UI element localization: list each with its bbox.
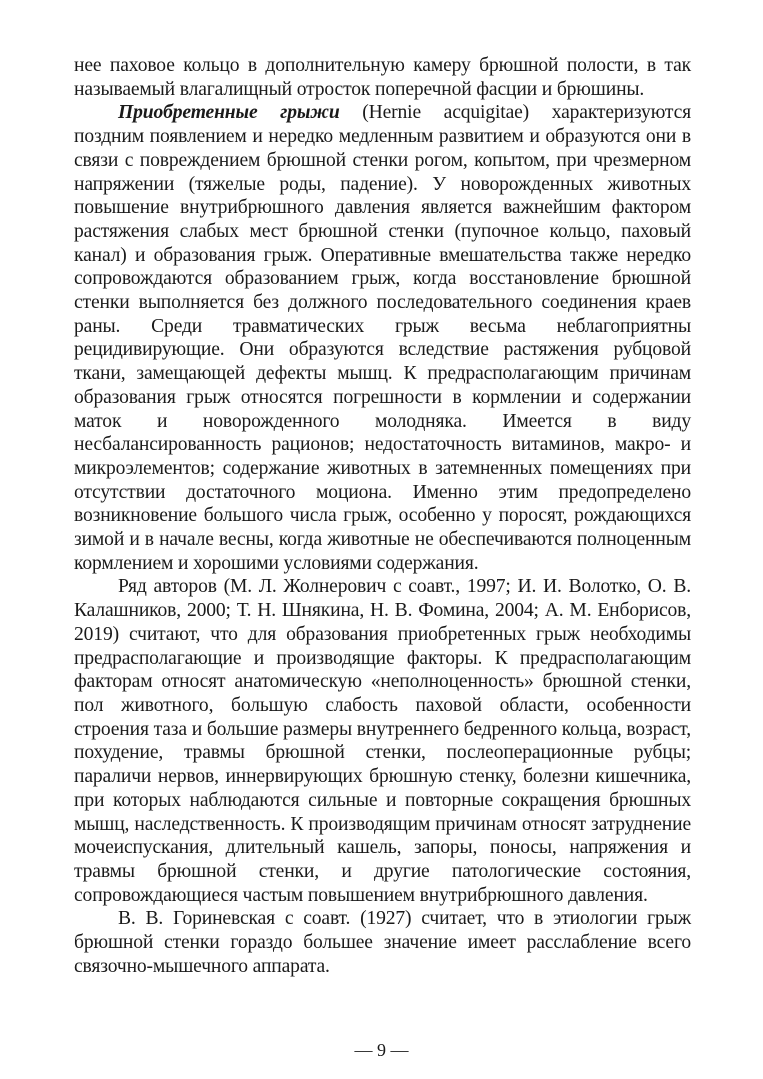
paragraph-authors: Ряд авторов (М. Л. Жолнерович с соавт., 1997; И. И. Волотко, О. В. Калашников, 2000; Т. Н. Шнякина, Н. В. Фомина, 2004; А. М. Енборисов, 2019) считают, что для образования приобретенных грыж необходимы предрасполагающие и производящие факторы. К предрасполагающим факторам относят анатомическую «неполноценность» брюшной стенки, пол животного, большую слабость паховой области, особенности строения таза и большие размеры внутреннего бедренного кольца, возраст, похудение, травмы брюшной стенки, послеоперационные рубцы; параличи нервов, иннервирующих брюшную стенку, болезни кишечника, при которых наблюдаются сильные и повторные сокращения брюшных мышц, наследственность. К производящим причинам относят затруднение мочеиспускания, длительный кашель, запоры, поносы, напряжения и травмы брюшной стенки, и другие патологические состояния, сопровождающиеся частым повышением внутрибрюшного давления.	[74, 576, 691, 906]
term-acquired-hernias: Приобретенные грыжи	[118, 102, 340, 124]
paragraph-acquired-hernias-text: (Hernie acquigitae) характеризуются поздним появлением и нередко медленным развитием и образуются они в связи с повреждением брюшной стенки рогом, копытом, при чрезмерном напряжении (тяжелые роды, падение). У новорожденных животных повышение внутрибрюшного давления является важнейшим фактором растяжения слабых мест брюшной стенки (пупочное кольцо, паховый канал) и образования грыж. Оперативные вмешательства также нередко сопровождаются образованием грыж, когда восстановление брюшной стенки выполняется без должного последовательного соединения краев раны. Среди травматических грыж весьма неблагоприятны рецидивирующие. Они образуются вследствие растяжения рубцовой ткани, замещающей дефекты мышц. К предрасполагающим причинам образования грыж относятся погрешности в кормлении и содержании маток и новорожденного молодняка. Имеется в виду несбалансированность рационов; недостаточность витаминов, макро- и микроэлементов; содержание животных в затемненных помещениях при отсутствии достаточного моциона. Именно этим предопределено возникновение большого числа грыж, особенно у поросят, рождающихся зимой и в начале весны, когда животные не обеспечиваются полноценным кормлением и хорошими условиями содержания.	[74, 102, 691, 574]
paragraph-acquired-hernias	[74, 101, 691, 575]
paragraph-gorinevskaya: В. В. Гориневская с соавт. (1927) считает, что в этиологии грыж брюшной стенки гораздо большее значение имеет расслабление всего связочно-мышечного аппарата.	[74, 908, 691, 977]
page-body	[74, 54, 691, 978]
page-number: — 9 —	[354, 1040, 409, 1060]
paragraph-continuation: нее паховое кольцо в дополнительную камеру брюшной полости, в так называемый влагалищный отросток поперечной фасции и брюшины.	[74, 55, 691, 100]
